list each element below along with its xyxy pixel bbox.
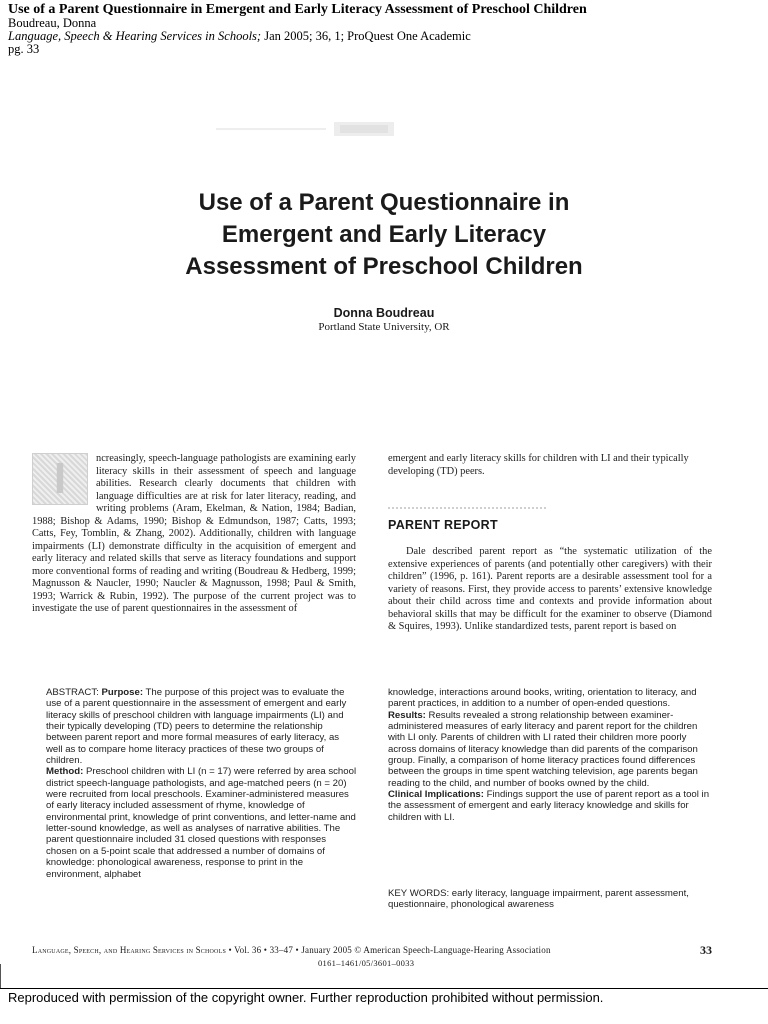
clinical-label: Clinical Implications: — [388, 789, 484, 801]
article-title-line: Emergent and Early Literacy — [221, 221, 547, 248]
journal-footer — [32, 945, 682, 955]
footer-journal: Language, Speech, and Hearing Services in Schools — [32, 945, 226, 955]
parent-report-section — [388, 546, 712, 634]
intro-continued-text: emergent and early literacy skills for children with LI and their typically developing (TD) peers. — [388, 453, 689, 477]
clinical-text: Findings support the use of parent report as a tool in the assessment of emergent and early literacy knowledge and skills for children with LI. — [388, 789, 710, 823]
abstract-prefix: ABSTRACT: — [46, 687, 102, 698]
citation-source — [8, 30, 758, 43]
section-divider — [388, 505, 548, 511]
abstract-right — [388, 687, 712, 823]
purpose-text: The purpose of this project was to evaluate the use of a parent questionnaire in the assessment of emergent and early literacy skills of preschool children with language impairments (LI) and their typically developing (TD) peers to determine the relationship between parent report and more formal measures of early literacy, as well as to compare home literacy practices of these two groups of children. — [46, 687, 347, 767]
copyright-notice: Reproduced with permission of the copyright owner. Further reproduction prohibited without permission. — [8, 990, 604, 1005]
method-text: Preschool children with LI (n = 17) were referred by area school district speech-language pathologists, and age-matched peers (n = 20) were recruited from local preschools. Examiner-administered measures of early literacy included assessment of rhyme, knowledge of environmental print, knowledge of print conventions, and letter-name and letter-sound knowledge, as well as analyses of narrative abilities. The parent questionnaire included 31 closed questions with responses chosen on a 5-point scale that addressed a number of domains of knowledge: phonological awareness, response to print in the environment, alphabet — [46, 766, 357, 880]
abstract-left — [46, 687, 358, 880]
margin-mark — [0, 964, 1, 988]
article-affiliation: Portland State University, OR — [318, 321, 450, 333]
article-title-line: Assessment of Preschool Children — [185, 253, 583, 280]
citation-journal: Language, Speech & Hearing Services in Schools; — [8, 29, 262, 43]
citation-title: Use of a Parent Questionnaire in Emergent and Early Literacy Assessment of Preschool Children — [8, 2, 587, 17]
intro-column — [32, 453, 356, 616]
article-title-line: Use of a Parent Questionnaire in — [198, 189, 570, 216]
results-text: Results revealed a strong relationship between examiner-administered measures of early literacy and parent report for the children with LI only. Parents of children with LI rated their children more poorly across domains of literacy knowledge than did parents of the comparison group. Finally, a comparison of home literacy practices found differences between the groups in time spent watching television, age parents began reading to the child, and number of books owned by the child. — [388, 709, 698, 789]
citation-page: pg. 33 — [8, 42, 40, 56]
abstract-purpose — [46, 687, 358, 766]
method-label: Method: — [46, 766, 84, 778]
bottom-divider — [0, 988, 768, 989]
abstract-method — [46, 766, 358, 879]
issn-code: 0161–1461/05/3601–0033 — [318, 958, 415, 968]
article-author: Donna Boudreau — [333, 306, 435, 320]
abstract-clinical — [388, 789, 712, 823]
drop-cap: I — [32, 453, 88, 505]
intro-paragraph: ncreasingly, speech-language pathologists are examining early literacy skills in their assessment of speech and language abilities. Research clearly documents that children with language difficulties are at risk for later literacy, reading, and writing problems (Aram, Ekelman, & Nation, 1984; Badian, 1988; Bishop & Adams, 1990; Bishop & Edmundson, 1987; Catts, 1993; Catts, Fey, Tomblin, & Zhang, 2002). Additionally, children with language impairments (LI) demonstrate difficulty in the acquisition of emergent and early literacy and related skills that serve as literacy foundations and support more conventional forms of reading and writing (Boudreau & Hedberg, 1999; Magnusson & Naucler, 1990; Naucler & Magnusson, 1998; Paul & Smith, 1993; Warrick & Rubin, 1992). The purpose of the current project was to investigate the use of parent questionnaires in the assessment of — [32, 453, 356, 614]
page-number: 33 — [700, 943, 712, 957]
citation-author: Boudreau, Donna — [8, 16, 97, 30]
parent-report-paragraph: Dale described parent report as “the systematic utilization of the extensive experiences of parents (and potentially other caregivers) with their children” (1996, p. 161). Parent reports are a desirable assessment tool for a variety of reasons. First, they provide access to parents’ extensive knowledge about their child across time and contexts and provide information about behavioral skills that may be difficult for the examiner to observe (Diamond & Squires, 1993). Unlike standardized tests, parent report is based on — [388, 546, 712, 632]
citation-header — [8, 2, 758, 56]
key-words: KEY WORDS: early literacy, language impairment, parent assessment, questionnaire, phonological awareness — [388, 888, 689, 911]
citation-details: Jan 2005; 36, 1; ProQuest One Academic — [261, 29, 471, 43]
abstract-continued: knowledge, interactions around books, writing, orientation to literacy, and parent practices, in addition to a number of open-ended questions. — [388, 687, 697, 710]
footer-info: • Vol. 36 • 33–47 • January 2005 © American Speech-Language-Hearing Association — [226, 945, 551, 955]
section-heading-parent-report: PARENT REPORT — [388, 518, 498, 532]
purpose-label: Purpose: — [101, 687, 144, 698]
intro-continued — [388, 453, 712, 478]
article-title — [84, 187, 684, 283]
results-label: Results: — [388, 709, 426, 721]
scan-smudge — [216, 122, 394, 136]
abstract-results — [388, 710, 712, 789]
